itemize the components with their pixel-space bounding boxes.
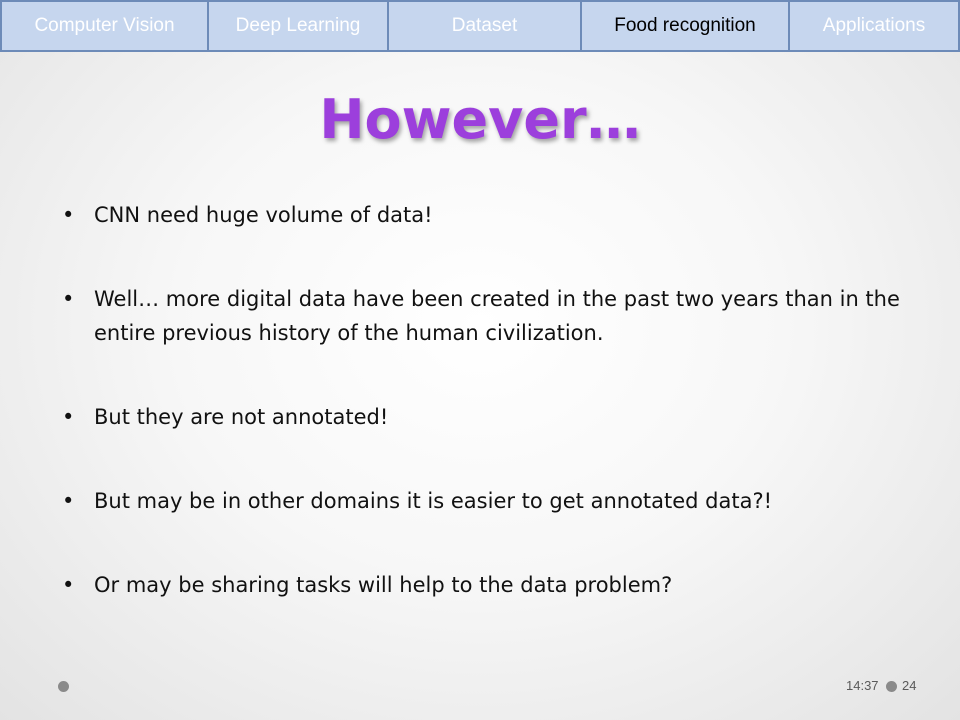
bullet-list: [62, 198, 912, 602]
footer-separator-dot-icon: [886, 681, 897, 692]
tab-applications[interactable]: Applications: [788, 0, 960, 52]
footer-left-dot-icon: [58, 681, 69, 692]
bullet-icon: •: [62, 203, 75, 227]
footer-time: 14:37: [846, 678, 879, 693]
bullet-icon: •: [62, 287, 75, 311]
bullet-item: [62, 400, 912, 434]
bullet-item: [62, 198, 912, 232]
bullet-text: But they are not annotated!: [94, 405, 389, 429]
bullet-icon: •: [62, 489, 75, 513]
slide-number: 24: [902, 678, 917, 693]
bullet-text: CNN need huge volume of data!: [94, 203, 433, 227]
tab-food-recognition[interactable]: Food recognition: [580, 0, 790, 52]
slide-title: However…: [319, 88, 641, 151]
bullet-text: But may be in other domains it is easier to get annotated data?!: [94, 489, 773, 513]
bullet-text: Well… more digital data have been created in the past two years than in the entire previous history of the human civilization.: [94, 287, 900, 345]
bullet-text: Or may be sharing tasks will help to the data problem?: [94, 573, 673, 597]
bullet-icon: •: [62, 573, 75, 597]
bullet-item: [62, 282, 912, 350]
bullet-item: [62, 568, 912, 602]
tab-dataset[interactable]: Dataset: [387, 0, 582, 52]
section-nav: [0, 0, 960, 52]
bullet-icon: •: [62, 405, 75, 429]
bullet-item: [62, 484, 912, 518]
tab-deep-learning[interactable]: Deep Learning: [207, 0, 389, 52]
tab-computer-vision[interactable]: Computer Vision: [0, 0, 209, 52]
